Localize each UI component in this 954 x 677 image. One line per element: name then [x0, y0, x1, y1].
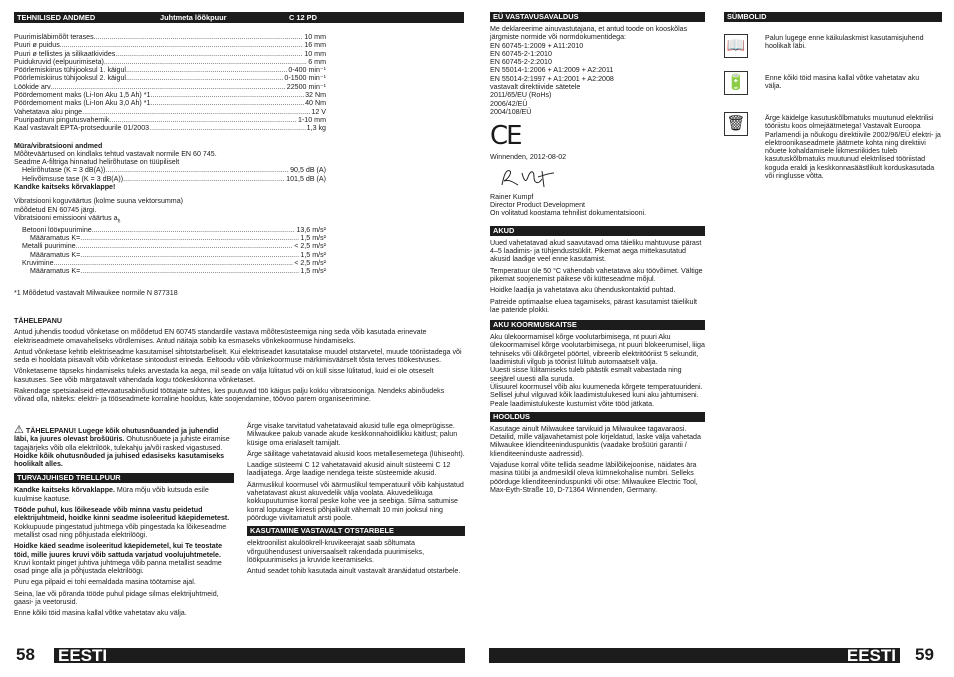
tahelepanu-p3: Võnketaseme täpseks hindamiseks tuleks arvestada ka aega, mil seade on välja lülitatud või on küll sisse lülitatud, kuid ei ole otseselt kasutuses. See võib märgatavalt vähendada kogu töökeskkonna võnketaset.: [14, 367, 434, 384]
signer-note: On volitatud koostama tehnilist dokumentatsiooni.: [490, 209, 647, 218]
row-value: 12 V: [311, 107, 326, 116]
vibration-intro2: [14, 214, 326, 226]
vibration-subscript: h: [117, 218, 121, 225]
row-value: < 2,5 m/s²: [294, 242, 326, 251]
mid-p4: Äärmuslikul koormusel või äärmuslikul temperatuuril võib kahjustatud vahetatavast akust akuvedelik välja voolata. Akuvedelikuga kokkupuutumise korral peske kohe vee ja seebiga. Silma sattumise korral loputage kiiresti põhjalikult vähemalt 10 min jooksul ning pöörduge viivitamatult arsti poole.: [247, 480, 464, 522]
trell-p4: Puru ega pilpaid ei tohi eemaldada masina töötamise ajal.: [14, 578, 196, 587]
row-value: < 2,5 m/s²: [294, 258, 326, 267]
data-row: [22, 259, 326, 267]
leader-dots: [82, 108, 310, 116]
eu-line: EN 60745-1:2009 + A11:2010: [490, 41, 584, 50]
data-row: [14, 124, 326, 132]
ce-mark: CE: [490, 121, 521, 152]
weee-bin-icon: 🗑: [724, 112, 748, 136]
symbols-column: [724, 12, 942, 212]
right-footer-bar: [489, 648, 900, 663]
kasutamine-p1: elektroonilist akulöökrell-kruvikeerajat saab sõltumata võrguühendusest universaalselt rakendada puurimiseks, löökpuurimiseks ja kruvide keeramiseks.: [247, 539, 425, 564]
kasutamine-title: KASUTAMINE VASTAVALT OTSTARBELE: [247, 526, 465, 536]
row-value: 6 mm: [308, 57, 326, 66]
row-label: Puuri ø puidus: [14, 41, 60, 50]
row-label: Helivõimsuse tase (K = 3 dB(A)): [22, 174, 124, 183]
eu-line: EN 55014-1:2006 + A1:2009 + A2:2011: [490, 66, 614, 75]
data-row: [22, 234, 326, 242]
row-label: Puidukruvid (eelpuurimiseta): [14, 57, 104, 66]
tahelepanu-p1: Antud juhendis toodud võnketase on mõõdetud EN 60745 standardile vastava mõõtesüsteemiga ning seda võib kasutada erinevate elektriseadmete omavaheliseks võrdlemises. Antud näitaja sobib ka esmaseks võnkekoormuse hindamiseks.: [14, 328, 427, 345]
eu-title: EÜ VASTAVUSAVALDUS: [490, 12, 705, 22]
leader-dots: [123, 175, 285, 183]
leader-dots: [76, 242, 294, 250]
data-row: [22, 242, 326, 250]
leader-dots: [92, 226, 296, 234]
signer-title: Director Product Development: [490, 201, 586, 210]
row-value: 1,5 m/s²: [300, 267, 326, 276]
leader-dots: [105, 166, 289, 174]
row-value: 0-1500 min⁻¹: [284, 74, 326, 83]
data-row: [14, 41, 326, 49]
eu-line: vastavalt direktiivide sätetele: [490, 83, 581, 92]
row-label: Kruvimine: [22, 258, 54, 267]
leader-dots: [126, 66, 287, 74]
row-label: Määramatus K=: [30, 233, 81, 242]
symbol-remove-battery-text: Enne kõiki töid masina kallal võtke vahetatav aku välja.: [765, 74, 920, 91]
row-label: Määramatus K=: [30, 250, 81, 259]
hooldus-p2: Vajaduse korral võite tellida seadme läbilõikejoonise, näidates ära masina tüübi ja andmesildil oleva kümnekohalise numbri. Selleks pöörduge klienditeeninduspunkti või otse: Milwaukee Electric Tool, Max-Eyth-Straße 10, D-71364 Winnenden, Germany.: [490, 460, 698, 494]
leader-dots: [80, 251, 299, 259]
row-value: 22500 min⁻¹: [286, 82, 326, 91]
eu-line: EN 60745-2-1:2010: [490, 49, 552, 58]
row-value: 1,5 m/s²: [300, 233, 326, 242]
data-row: [14, 33, 326, 41]
leader-dots: [150, 99, 304, 107]
trell-p1-bold: Kandke kaitseks kõrvaklappe.: [14, 486, 115, 495]
leader-dots: [60, 41, 304, 49]
row-value: 16 mm: [304, 41, 326, 50]
vibration-intro: Vibratsiooni koguväärtus (kolme suuna vektorsumma) mõõdetud EN 60745 järgi.: [14, 197, 184, 214]
symbol-weee-text: Ärge käidelge kasutuskõlbmatuks muutunud elektrilisi tööriistu koos olmejäätmetega! Vastavalt Euroopa Parlamendi ja nõukogu direktiivile 2002/96/EÜ elektri- ja elektroonikaseadmete jäätmete kohta ning direktiivi nõuete kohaldamisele liikmesriikides tuleb kasutuskõlbmatuks muutunud elektrilised tööriistad koguda eraldi ja keskkonnasäästlikult korduskasutada või ringlusse võtta.: [765, 114, 941, 181]
symbols-title: SÜMBOLID: [724, 12, 942, 22]
row-label: Metalli puurimine: [22, 242, 76, 251]
data-row: [14, 99, 326, 107]
row-value: 10 mm: [304, 33, 326, 41]
row-label: Puuripadruni pingutusvahemik: [14, 115, 110, 124]
row-value: 1,5 m/s²: [300, 250, 326, 259]
warning-triangle-icon: ⚠: [14, 424, 24, 436]
trell-p5: Seina, lae või põranda tööde puhul pidage silmas elektrijuhtmeid, gaasi- ja veetorusid.: [14, 589, 219, 607]
akud-p1: Uued vahetatavad akud saavutavad oma täieliku mahtuvuse pärast 4–5 laadimis- ja tühjendustsüklit. Pikemat aega mittekasutatud akusid laadige veel enne kasutamist.: [490, 238, 702, 264]
row-label: Helirõhutase (K = 3 dB(A)): [22, 166, 106, 175]
vibration-intro2-text: Vibratsiooni emissiooni väärtus a: [14, 213, 118, 222]
warning-keep: Hoidke kõik ohutusnõuded ja juhised edasiseks kasutamiseks hoolikalt alles.: [14, 451, 225, 469]
symbol-read-manual-text: Palun lugege enne käikulaskmist kasutamisjuhend hoolikalt läbi.: [765, 34, 924, 51]
eu-lines: [490, 25, 705, 116]
data-row: [14, 66, 326, 74]
eu-line: Me deklareerime ainuvastutajana, et antud toode on kooskõlas järgmiste normide või normdokumentidega:: [490, 25, 688, 42]
row-label: Puurimisläbimõõt terases: [14, 33, 94, 41]
row-value: 90,5 dB (A): [290, 166, 326, 175]
noise-intro: Mõõteväärtused on kindlaks tehtud vastavalt normile EN 60 745.: [14, 149, 217, 158]
row-value: 1-10 mm: [298, 115, 326, 124]
signer-name: Rainer Kumpf: [490, 192, 534, 201]
row-label: Määramatus K=: [30, 267, 81, 276]
row-label: Pöörlemiskiirus tühijooksul 1. käigul: [14, 66, 126, 75]
row-label: Kaal vastavalt EPTA-protseduurile 01/2003: [14, 124, 150, 133]
hooldus-p1: Kasutage ainult Milwaukee tarvikuid ja Milwaukee tagavaraosi. Detailid, mille väljavahetamist pole kirjeldatud, laske välja vahetada Milwaukee klienditeeninduspunktis (vaadake brošüüri garantii / klienditeeninduste aadressid).: [490, 424, 701, 458]
warning-text: Ohutusnõuete ja juhiste eiramise tagajärjeks võib olla elektrilöök, tulekahju ja/või rasked vigastused.: [14, 435, 230, 452]
leader-dots: [104, 58, 307, 66]
warning-bold: TÄHELEPANU! Lugege kõik ohutusnõuanded ja juhendid läbi, ka juures olevast brošüüris.: [14, 427, 219, 444]
tech-data-title: TEHNILISED ANDMED: [17, 13, 96, 22]
hooldus-title: HOOLDUS: [490, 412, 705, 422]
tahelepanu-title: TÄHELEPANU: [14, 317, 62, 325]
trell-p3: Kruvi kontakt pinget juhtiva juhtmega võib panna metallist seadme osad pinge alla ja põhjustada elektrilöögi.: [14, 558, 222, 576]
left-language-label: EESTI: [58, 646, 108, 665]
data-row: [14, 50, 326, 58]
noise-list: [14, 166, 326, 183]
product-model: C 12 PD: [289, 13, 317, 22]
row-value: 40 Nm: [305, 99, 326, 108]
data-row: [14, 83, 326, 91]
left-footer-bar: [54, 648, 465, 663]
data-row: [22, 175, 326, 183]
leader-dots: [80, 234, 299, 242]
kasutamine-p2: Antud seadet tohib kasutada ainult vastavalt äranäidatud otstarbele.: [247, 567, 461, 576]
noise-intro2: Seadme A-filtriga hinnatud helirõhutase on tüüpiliselt: [14, 158, 180, 167]
tahelepanu-p4: Rakendage spetsiaalseid ettevaatusabinõusid töötajate suhtes, kes puutuvad töö käigus palju kokku vibratsiooniga. Nendeks abinõudeks võivad olla, näiteks: elektri- ja tööseadmete korraline hooldus, käte soojendamine, töövoo parem organiseerimine.: [14, 387, 445, 404]
trell-p1: Müra mõju võib kutsuda esile kuulmise kaotuse.: [14, 486, 209, 503]
trell-title: TURVAJUHISED TRELLPUUR: [14, 473, 234, 483]
vibration-list: [14, 226, 326, 276]
right-page: [477, 0, 954, 677]
akud-p2: Temperatuur üle 50 °C vähendab vahetatava aku töövõimet. Vältige pikemat soojenemist päikese või kütteseadme mõjul.: [490, 266, 703, 283]
data-row: [14, 91, 326, 99]
leader-dots: [54, 259, 294, 267]
eu-line: EN 55014-2:1997 + A1:2001 + A2:2008: [490, 74, 614, 83]
footnote: *1 Mõõdetud vastavalt Milwaukee normile N 877318: [14, 289, 178, 298]
row-value: 1,3 kg: [306, 124, 326, 133]
row-label: Löökide arv: [14, 82, 51, 91]
tech-data-header: [14, 12, 464, 23]
koorm-title: AKU KOORMUSKAITSE: [490, 320, 705, 330]
noise-title: Müra/vibratsiooni andmed: [14, 141, 103, 150]
row-value: 13,6 m/s²: [296, 225, 326, 234]
place-date: Winnenden, 2012-08-02: [490, 153, 567, 162]
right-column-a: [490, 12, 705, 497]
trell-p3-bold: Hoidke käed seadme isoleeritud käepidemetel, kui Te teostate töid, mille juures kruvi võib sattuda varjatud voolujuhtmetele.: [14, 542, 223, 559]
data-row: [22, 166, 326, 174]
middle-column: [247, 422, 465, 578]
data-row: [22, 251, 326, 259]
product-type: Juhtmeta lõõkpuur: [160, 13, 227, 22]
akud-p3: Hoidke laadija ja vahetatava aku ühenduskontaktid puhtad.: [490, 286, 676, 295]
read-manual-icon: 📖: [724, 34, 748, 58]
data-row: [14, 74, 326, 82]
data-row: [14, 108, 326, 116]
eu-line: EN 60745-2-2:2010: [490, 58, 552, 67]
eu-line: 2004/108/EÜ: [490, 107, 532, 116]
leader-dots: [51, 83, 286, 91]
spec-list: [14, 33, 326, 133]
eu-line: 2011/65/EU (RoHs): [490, 91, 552, 100]
tech-data-block: [14, 33, 326, 298]
right-page-number: 59: [915, 645, 934, 664]
left-column-bottom: [14, 426, 234, 621]
row-value: 101,5 dB (A): [286, 174, 326, 183]
row-label: Puuri ø tellistes ja silikaatkivides: [14, 49, 116, 58]
signature-image: [498, 165, 558, 189]
tahelepanu-block: [14, 317, 464, 407]
trell-p2: Kokkupuude pingestatud juhtmega võib pingestada ka lõikeseadme metallist osad ning põhjustada elektrilöögi.: [14, 522, 227, 539]
trell-p6: Enne kõiki töid masina kallal võtke vahetatav aku välja.: [14, 609, 187, 618]
data-row: [22, 267, 326, 275]
data-row: [14, 116, 326, 124]
koorm-p1: Aku ülekoormamisel kõrge voolutarbimisega, nt puuri Aku ülekoormamisel kõrge voolutarbimisega, nt puuri blokeerumisel, liiga tehniseks või ülikõrgetel pöörtel, vibreerib elektritööriist 5 sekundit, laadimistuli vilgub ja tööriist lülitub automaatselt välja.: [490, 333, 705, 367]
row-value: 0-400 min⁻¹: [288, 66, 326, 75]
data-row: [14, 58, 326, 66]
mid-p3: Laadige süsteemi C 12 vahetatavaid akusid ainult süsteemi C 12 laadijatega. Ärge laadige nendega teiste süsteemide akusid.: [247, 461, 451, 478]
row-label: Pöördemoment maks (Li-Ion Aku 3,0 Ah) *1: [14, 99, 151, 108]
row-label: Betooni lööкpuurimine: [22, 225, 92, 234]
leader-dots: [126, 74, 283, 82]
eu-line: 2006/42/EÜ: [490, 99, 528, 108]
tahelepanu-p2: Antud võnketase kehtib elektriseadme kasutamisel sihtotstarbeliselt. Kui elektriseadet kasutatakse muudel otstarvetel, muude tööriistadega või seda ei hooldata piisavalt võib võnketase sintoodust erineda. Eeltoodu võib võnkekoormuse märkimisväärselt tõsta terves töökestvuses.: [14, 347, 462, 365]
leader-dots: [150, 91, 304, 99]
row-value: 32 Nm: [305, 91, 326, 100]
trell-p2-bold: Tööde puhul, kus lõikeseade võib minna vastu peidetud elektrijuhtmeid, hoidke kinni seadme isoleeritud käepidemetest.: [14, 506, 230, 523]
akud-p4: Patreide optimaalse eluea tagamiseks, pärast kasutamist täielikult lae pateride plokki.: [490, 297, 698, 314]
leader-dots: [94, 33, 304, 41]
akud-title: AKUD: [490, 226, 705, 236]
koorm-p3: Ülisuurel koormusel võib aku kuumeneda kõrgete temperatuurideni. Sellisel juhul vilguvad kõik laadimistulukesed kuni aku jahtumiseni. Peale laadimistulukeste kustumist võite tööd jätkata.: [490, 382, 703, 408]
right-language-label: EESTI: [846, 646, 896, 665]
row-value: 10 mm: [304, 49, 326, 58]
koorm-p2: Uuesti sisse lülitamiseks tuleb päästik esmalt vabastada ning seejärel uuesti alla suruda.: [490, 366, 682, 383]
left-page-number: 58: [16, 645, 35, 664]
mid-p1: Ärge visake tarvitatud vahetatavaid akusid tulle ega olmeprügisse. Milwaukee pakub vanade akude keskkonnahoidlikku käitlust; palun küsige oma erialaselt tarnijalt.: [247, 422, 458, 447]
remove-battery-icon: 🔋: [724, 71, 748, 95]
mid-p2: Ärge säilitage vahetatavaid akusid koos metallesemetega (lühiseoht).: [247, 449, 465, 458]
row-label: Vahetatava aku pinge: [14, 107, 83, 116]
data-row: [22, 226, 326, 234]
row-label: Pöörlemiskiirus tühijooksul 2. käigul: [14, 74, 126, 83]
leader-dots: [149, 124, 306, 132]
leader-dots: [115, 50, 303, 58]
leader-dots: [109, 116, 297, 124]
row-label: Pöördemoment maks (Li-Ion Aku 1,5 Ah) *1: [14, 91, 151, 100]
leader-dots: [80, 267, 299, 275]
noise-warning: Kandke kaitseks kõrvaklappe!: [14, 183, 116, 192]
